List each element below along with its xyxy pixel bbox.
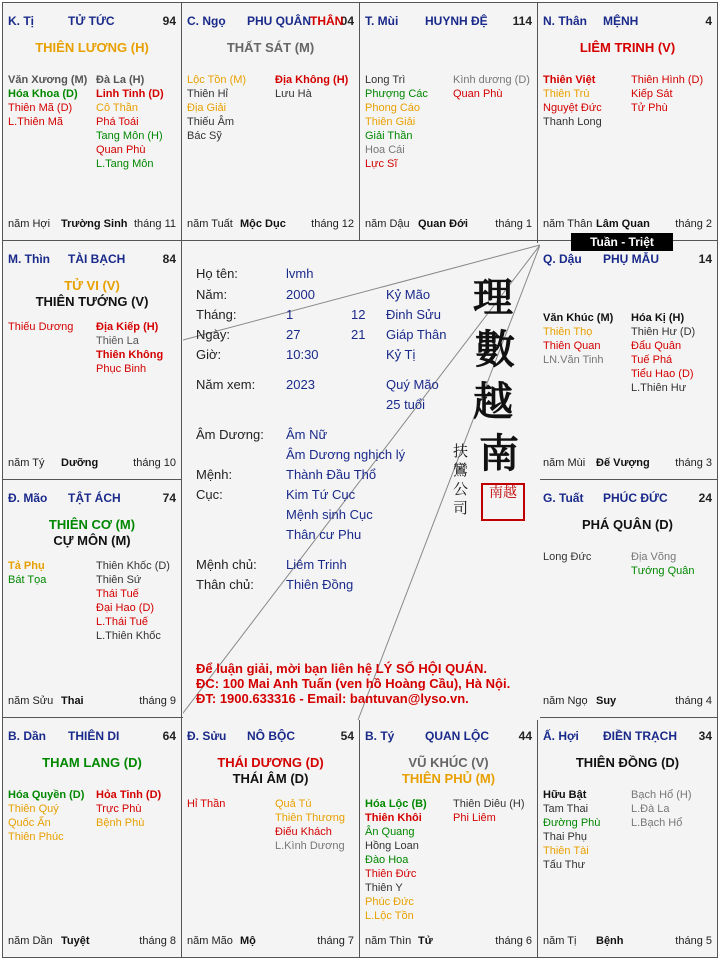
center-canchi: Kỷ Mão: [386, 287, 431, 302]
stars-right: [631, 788, 692, 830]
palace-chi: B. Tý: [365, 729, 395, 743]
palace-month: tháng 12: [311, 218, 354, 230]
main-star[interactable]: TỬ VI (V): [64, 278, 120, 293]
star-item[interactable]: Thiên Sứ: [96, 574, 142, 586]
palace-month: tháng 9: [139, 695, 176, 707]
star-item[interactable]: Thiên Quan: [543, 340, 601, 352]
center-label: Năm xem:: [196, 377, 256, 392]
star-item[interactable]: Tuế Phá: [631, 354, 673, 366]
contact-line: ĐC: 100 Mai Anh Tuấn (ven hồ Hoàng Cầu), Hà Nội.: [196, 676, 511, 691]
stars-right: [96, 320, 163, 376]
palace-7[interactable]: [537, 479, 718, 718]
star-item[interactable]: Phượng Các: [365, 88, 428, 100]
palace-month: tháng 1: [495, 218, 532, 230]
star-item[interactable]: Hữu Bật: [543, 789, 587, 801]
palace-month: tháng 7: [317, 935, 354, 947]
star-item[interactable]: Thiên Quý: [8, 803, 59, 815]
center-value: 2023: [286, 377, 315, 392]
palace-month: tháng 3: [675, 457, 712, 469]
star-item[interactable]: Thiếu Âm: [187, 116, 235, 128]
palace-chi: N. Thân: [543, 14, 587, 28]
star-item[interactable]: Hồng Loan: [365, 840, 419, 852]
star-item[interactable]: Hóa Kị (H): [631, 312, 685, 324]
stars-left: [365, 73, 428, 171]
star-item[interactable]: Quan Phù: [96, 144, 146, 156]
palace-chi: C. Ngọ: [187, 14, 226, 28]
star-item[interactable]: Tả Phụ: [8, 560, 45, 572]
stars-right: [275, 73, 348, 101]
palace-chi: M. Thìn: [8, 252, 50, 266]
star-item[interactable]: L.Thiên Khốc: [96, 630, 161, 642]
star-item[interactable]: Thiên Khốc (D): [96, 560, 170, 572]
star-item[interactable]: Hóa Lộc (B): [365, 798, 427, 810]
palace-age: 54: [340, 729, 354, 743]
star-item[interactable]: Thiên Thương: [275, 812, 346, 824]
palace-footer: [543, 935, 712, 949]
center-value: lvmh: [286, 266, 314, 281]
palace-month: tháng 5: [675, 935, 712, 947]
center-value: 2000: [286, 287, 315, 302]
center-label: Năm:: [196, 287, 228, 302]
star-item[interactable]: L.Kình Dương: [275, 840, 345, 852]
palace-month: tháng 11: [133, 218, 176, 230]
star-item[interactable]: Đào Hoa: [365, 854, 409, 866]
main-star[interactable]: LIÊM TRINH (V): [579, 40, 676, 55]
palace-2[interactable]: [359, 2, 538, 241]
palace-age: 64: [162, 729, 176, 743]
star-item[interactable]: Thiếu Dương: [8, 321, 74, 333]
star-item[interactable]: Thiên Đức: [365, 868, 417, 880]
main-star[interactable]: THẤT SÁT (M): [226, 40, 315, 55]
stars-right: [96, 788, 161, 830]
palace-stage: Đế Vượng: [596, 457, 650, 469]
star-item[interactable]: Tam Thai: [543, 803, 589, 815]
palace-name[interactable]: PHÚC ĐỨC: [603, 491, 668, 505]
stars-right: [631, 311, 695, 395]
palace-chi: K. Tị: [8, 14, 34, 28]
star-item[interactable]: Đại Hao (D): [96, 602, 155, 614]
palace-footer: [543, 457, 712, 471]
palace-header: [8, 252, 176, 268]
stars-right: [275, 797, 345, 853]
palace-age: 114: [512, 14, 532, 28]
palace-footer: [8, 457, 176, 471]
star-item[interactable]: Kình dương (D): [453, 74, 530, 86]
star-item[interactable]: Văn Khúc (M): [543, 312, 614, 324]
stars-left: [543, 788, 600, 872]
palace-age: 84: [162, 252, 176, 266]
star-item[interactable]: Lưu Hà: [275, 88, 312, 100]
star-item[interactable]: L.Tang Môn: [96, 158, 154, 170]
palace-footer: [365, 935, 532, 949]
palace-9[interactable]: [181, 717, 360, 958]
main-stars: [538, 517, 717, 533]
center-value: Âm Nữ: [286, 427, 328, 442]
star-item[interactable]: Điếu Khách: [275, 826, 332, 838]
palace-stage: Thai: [61, 695, 84, 707]
calligraphy-small: 公: [453, 480, 469, 498]
star-item[interactable]: Đường Phù: [543, 817, 601, 829]
stars-right: [453, 797, 525, 825]
palace-year: năm Tuất: [187, 218, 233, 230]
palace-name[interactable]: MỆNH: [603, 14, 639, 28]
calligraphy-char: 越: [473, 378, 513, 425]
star-item[interactable]: Địa Giải: [187, 102, 227, 114]
palace-chi: B. Dần: [8, 729, 47, 743]
center-value: 10:30: [286, 347, 319, 362]
center-value: Thiên Đồng: [286, 577, 354, 592]
star-item[interactable]: Ân Quang: [365, 826, 415, 838]
palace-stage: Dưỡng: [61, 457, 99, 469]
star-item[interactable]: Giải Thần: [365, 130, 413, 142]
palace-month: tháng 2: [675, 218, 712, 230]
star-item[interactable]: Đà La (H): [96, 74, 145, 86]
palace-11[interactable]: [537, 717, 718, 958]
palace-10[interactable]: [359, 717, 538, 958]
palace-year: năm Sửu: [8, 695, 54, 707]
star-item[interactable]: Phúc Đức: [365, 896, 414, 908]
main-stars: [538, 755, 717, 771]
main-star[interactable]: CỰ MÔN (M): [53, 533, 131, 548]
main-star[interactable]: THIÊN LƯƠNG (H): [35, 40, 149, 55]
stars-left: [8, 559, 46, 587]
center-label: Giờ:: [196, 347, 222, 362]
main-stars: [3, 278, 181, 310]
center-value: 1: [286, 307, 294, 322]
palace-chi: Q. Dậu: [543, 252, 582, 266]
palace-header: [543, 14, 712, 30]
palace-header: [8, 491, 176, 507]
star-item[interactable]: Long Đức: [543, 551, 592, 563]
star-item[interactable]: L.Lộc Tồn: [365, 910, 414, 922]
center-value: Mệnh sinh Cục: [286, 507, 373, 522]
center-label: Âm Dương:: [196, 427, 264, 442]
palace-5[interactable]: [537, 240, 718, 480]
star-item[interactable]: Tiểu Hao (D): [631, 368, 694, 380]
center-value: 25 tuổi: [386, 397, 426, 412]
palace-month: tháng 6: [495, 935, 532, 947]
palace-chi: Đ. Sửu: [187, 729, 227, 743]
main-star[interactable]: PHÁ QUÂN (D): [582, 517, 673, 532]
star-item[interactable]: Thiên Giải: [365, 116, 416, 128]
star-item[interactable]: Thiên La: [96, 335, 139, 347]
center-canchi: Giáp Thân: [386, 327, 447, 342]
star-item[interactable]: Bệnh Phù: [96, 817, 145, 829]
palace-age: 24: [698, 491, 712, 505]
star-item[interactable]: Lực Sĩ: [365, 158, 398, 170]
stars-right: [96, 73, 164, 171]
palace-0[interactable]: [2, 2, 182, 241]
palace-year: năm Ngọ: [543, 695, 588, 707]
palace-footer: [543, 218, 712, 232]
palace-stage: Tuyệt: [61, 935, 90, 947]
stars-right: [453, 73, 530, 101]
star-item[interactable]: Thiên Hỉ: [187, 88, 228, 100]
contact-line: ĐT: 1900.633316 - Email: bantuvan@lyso.vn.: [196, 691, 469, 706]
center-panel: [183, 243, 540, 720]
tuvi-chart: [2, 2, 717, 957]
tuan-triet-label: Tuần - Triệt: [571, 233, 673, 251]
palace-stage: Suy: [596, 695, 617, 707]
star-item[interactable]: Thiên Tài: [543, 845, 589, 857]
star-item[interactable]: L.Đà La: [631, 803, 670, 815]
star-item[interactable]: Bát Tọa: [8, 574, 47, 586]
palace-header: [365, 14, 532, 30]
star-item[interactable]: Lộc Tồn (M): [187, 74, 247, 86]
star-item[interactable]: Địa Không (H): [275, 74, 349, 86]
calligraphy-char: 理: [473, 274, 513, 321]
stars-left: [543, 73, 602, 129]
center-label: Tháng:: [196, 307, 237, 322]
star-item[interactable]: LN.Văn Tinh: [543, 354, 604, 366]
palace-year: năm Mùi: [543, 457, 586, 469]
calligraphy-char: 數: [475, 326, 515, 373]
palace-header: [543, 491, 712, 507]
star-item[interactable]: Bạch Hổ (H): [631, 789, 692, 801]
main-stars: [360, 755, 537, 787]
palace-stage: Trường Sinh: [61, 218, 128, 230]
stars-left: [187, 797, 225, 811]
star-item[interactable]: Tướng Quân: [631, 565, 695, 577]
star-item[interactable]: Tang Môn (H): [96, 130, 163, 142]
star-item[interactable]: L.Thiên Hư: [631, 382, 687, 394]
palace-stage: Bệnh: [596, 935, 624, 947]
palace-name[interactable]: TỬ TỨC: [68, 14, 115, 28]
main-stars: [3, 40, 181, 56]
star-item[interactable]: Thiên Y: [365, 882, 403, 894]
star-item[interactable]: Tử Phù: [631, 102, 668, 114]
main-stars: [182, 755, 359, 787]
center-label: Ngày:: [196, 327, 230, 342]
star-item[interactable]: Hoa Cái: [365, 144, 405, 156]
palace-year: năm Tý: [8, 457, 45, 469]
stars-left: [187, 73, 246, 143]
palace-year: năm Thân: [543, 218, 593, 230]
palace-header: [8, 729, 176, 745]
center-canchi: Kỷ Tị: [386, 347, 416, 362]
star-item[interactable]: Phi Liêm: [453, 812, 496, 824]
palace-6[interactable]: [2, 479, 182, 718]
stars-left: [8, 788, 84, 844]
center-label: Mệnh:: [196, 467, 233, 482]
stars-left: [365, 797, 427, 923]
center-lunar: 21: [351, 327, 366, 342]
palace-header: [187, 14, 354, 30]
contact-line: Để luận giải, mời bạn liên hệ LÝ SỐ HỘI QUÁN.: [196, 661, 487, 676]
main-stars: [3, 755, 181, 771]
palace-name[interactable]: TÀI BẠCH: [68, 252, 126, 266]
center-label: Cục:: [196, 487, 223, 502]
main-star[interactable]: THIÊN PHỦ (M): [401, 771, 496, 786]
palace-chi: T. Mùi: [365, 14, 399, 28]
star-item[interactable]: Linh Tinh (D): [96, 88, 164, 100]
palace-age: 44: [518, 729, 532, 743]
center-value: Thân cư Phu: [286, 527, 362, 542]
palace-age: 74: [162, 491, 176, 505]
star-item[interactable]: Thiên Khôi: [365, 812, 422, 824]
center-value: Thành Đầu Thổ: [286, 467, 377, 482]
calligraphy-char: 南: [479, 430, 519, 477]
stars-left: [543, 311, 613, 367]
star-item[interactable]: Quốc Ấn: [8, 817, 51, 829]
main-star[interactable]: THÁI DƯƠNG (D): [217, 755, 324, 770]
star-item[interactable]: Thanh Long: [543, 116, 602, 128]
palace-footer: [187, 218, 354, 232]
palace-header: [187, 729, 354, 745]
star-item[interactable]: Thái Tuế: [96, 588, 139, 600]
palace-month: tháng 10: [133, 457, 176, 469]
star-item[interactable]: Bác Sỹ: [187, 130, 222, 142]
star-item[interactable]: Tấu Thư: [543, 859, 586, 871]
star-item[interactable]: Hỏa Tinh (D): [96, 789, 162, 801]
star-item[interactable]: Nguyệt Đức: [543, 102, 602, 114]
palace-age: 34: [698, 729, 712, 743]
palace-stage: Mộc Dục: [240, 218, 286, 230]
palace-age: 04: [340, 14, 354, 28]
palace-footer: [8, 935, 176, 949]
palace-name[interactable]: NÔ BỘC: [247, 729, 295, 743]
palace-age: 4: [705, 14, 712, 28]
star-item[interactable]: Thiên Hình (D): [631, 74, 704, 86]
star-item[interactable]: Cô Thần: [96, 102, 138, 114]
than-marker: THÂN: [310, 14, 344, 28]
star-item[interactable]: Hóa Quyền (D): [8, 789, 85, 801]
star-item[interactable]: Phong Cáo: [365, 102, 421, 114]
main-star[interactable]: THIÊN TƯỚNG (V): [35, 294, 149, 309]
palace-stage: Lâm Quan: [596, 218, 650, 230]
palace-name[interactable]: QUAN LỘC: [425, 729, 489, 743]
main-stars: [182, 40, 359, 56]
seal-stamp: 南越: [481, 483, 525, 521]
star-item[interactable]: Phục Binh: [96, 363, 147, 375]
palace-header: [365, 729, 532, 745]
stars-right: [631, 550, 695, 578]
star-item[interactable]: Văn Xương (M): [8, 74, 88, 86]
star-item[interactable]: Hỉ Thần: [187, 798, 226, 810]
palace-age: 94: [162, 14, 176, 28]
palace-name[interactable]: TẬT ÁCH: [68, 491, 121, 505]
star-item[interactable]: Thiên Trù: [543, 88, 590, 100]
star-item[interactable]: Hóa Khoa (D): [8, 88, 78, 100]
palace-footer: [187, 935, 354, 949]
stars-right: [631, 73, 703, 115]
palace-3[interactable]: [537, 2, 718, 241]
palace-1[interactable]: [181, 2, 360, 241]
star-item[interactable]: L.Thiên Mã: [8, 116, 64, 128]
palace-4[interactable]: [2, 240, 182, 480]
star-item[interactable]: Thiên Không: [96, 349, 164, 361]
center-value: Liêm Trinh: [286, 557, 347, 572]
center-lunar: 12: [351, 307, 366, 322]
star-item[interactable]: Thiên Việt: [543, 74, 596, 86]
stars-left: [8, 73, 87, 129]
main-star[interactable]: THÁI ÂM (D): [232, 771, 309, 786]
palace-year: năm Hợi: [8, 218, 51, 230]
palace-year: năm Dậu: [365, 218, 410, 230]
palace-footer: [365, 218, 532, 232]
center-label: Thân chủ:: [196, 577, 254, 592]
star-item[interactable]: Thiên Diêu (H): [453, 798, 525, 810]
main-stars: [538, 40, 717, 56]
palace-footer: [8, 695, 176, 709]
palace-name[interactable]: THIÊN DI: [68, 729, 120, 743]
palace-stage: Tử: [418, 935, 433, 947]
star-item[interactable]: Thiên Phúc: [8, 831, 64, 843]
palace-footer: [543, 695, 712, 709]
center-value: Kim Tứ Cục: [286, 487, 356, 502]
palace-year: năm Dần: [8, 935, 53, 947]
palace-footer: [8, 218, 176, 232]
star-item[interactable]: Thiên Hư (D): [631, 326, 696, 338]
palace-header: [543, 252, 712, 268]
main-star[interactable]: THIÊN ĐỒNG (D): [575, 755, 680, 770]
star-item[interactable]: Phá Toái: [96, 116, 139, 128]
star-item[interactable]: Kiếp Sát: [631, 88, 673, 100]
main-star[interactable]: THAM LANG (D): [42, 755, 142, 770]
star-item[interactable]: Địa Võng: [631, 551, 677, 563]
palace-chi: Đ. Mão: [8, 491, 48, 505]
calligraphy-small: 鸞: [453, 461, 469, 479]
star-item[interactable]: Quả Tú: [275, 798, 312, 810]
palace-header: [543, 729, 712, 745]
star-item[interactable]: Thai Phụ: [543, 831, 588, 843]
stars-right: [96, 559, 170, 643]
star-item[interactable]: Thiên Thọ: [543, 326, 593, 338]
star-item[interactable]: L.Thái Tuế: [96, 616, 148, 628]
palace-name[interactable]: PHU QUÂN: [247, 14, 312, 28]
main-stars: [3, 517, 181, 549]
star-item[interactable]: Địa Kiếp (H): [96, 321, 159, 333]
star-item[interactable]: Đẩu Quân: [631, 340, 682, 352]
palace-chi: G. Tuất: [543, 491, 584, 505]
calligraphy-small: 扶: [453, 442, 469, 460]
palace-8[interactable]: [2, 717, 182, 958]
palace-name[interactable]: ĐIỀN TRẠCH: [603, 729, 677, 743]
palace-year: năm Mão: [187, 935, 233, 947]
star-item[interactable]: L.Bạch Hổ: [631, 817, 683, 829]
center-value: 27: [286, 327, 301, 342]
palace-name[interactable]: PHỤ MẪU: [603, 252, 659, 266]
palace-year: năm Thìn: [365, 935, 412, 947]
star-item[interactable]: Quan Phù: [453, 88, 503, 100]
palace-month: tháng 4: [675, 695, 712, 707]
palace-age: 14: [698, 252, 712, 266]
palace-stage: Quan Đới: [418, 218, 468, 230]
star-item[interactable]: Trực Phù: [96, 803, 142, 815]
main-star[interactable]: THIÊN CƠ (M): [48, 517, 136, 532]
palace-header: [8, 14, 176, 30]
center-label: Họ tên:: [196, 266, 238, 281]
star-item[interactable]: Thiên Mã (D): [8, 102, 73, 114]
center-value: Âm Dương nghịch lý: [286, 447, 406, 462]
center-canchi: Quý Mão: [386, 377, 439, 392]
palace-month: tháng 8: [139, 935, 176, 947]
palace-name[interactable]: HUYNH ĐỆ: [425, 14, 488, 28]
palace-stage: Mộ: [240, 935, 256, 947]
contact-info: [196, 661, 510, 706]
palace-year: năm Tị: [543, 935, 577, 947]
star-item[interactable]: Long Trì: [365, 74, 406, 86]
main-star[interactable]: VŨ KHÚC (V): [408, 755, 489, 770]
stars-left: [543, 550, 591, 564]
calligraphy-small: 司: [453, 499, 469, 517]
center-canchi: Đinh Sửu: [386, 307, 441, 322]
palace-chi: Ấ. Hợi: [543, 729, 579, 743]
center-label: Mệnh chủ:: [196, 557, 257, 572]
stars-left: [8, 320, 73, 334]
